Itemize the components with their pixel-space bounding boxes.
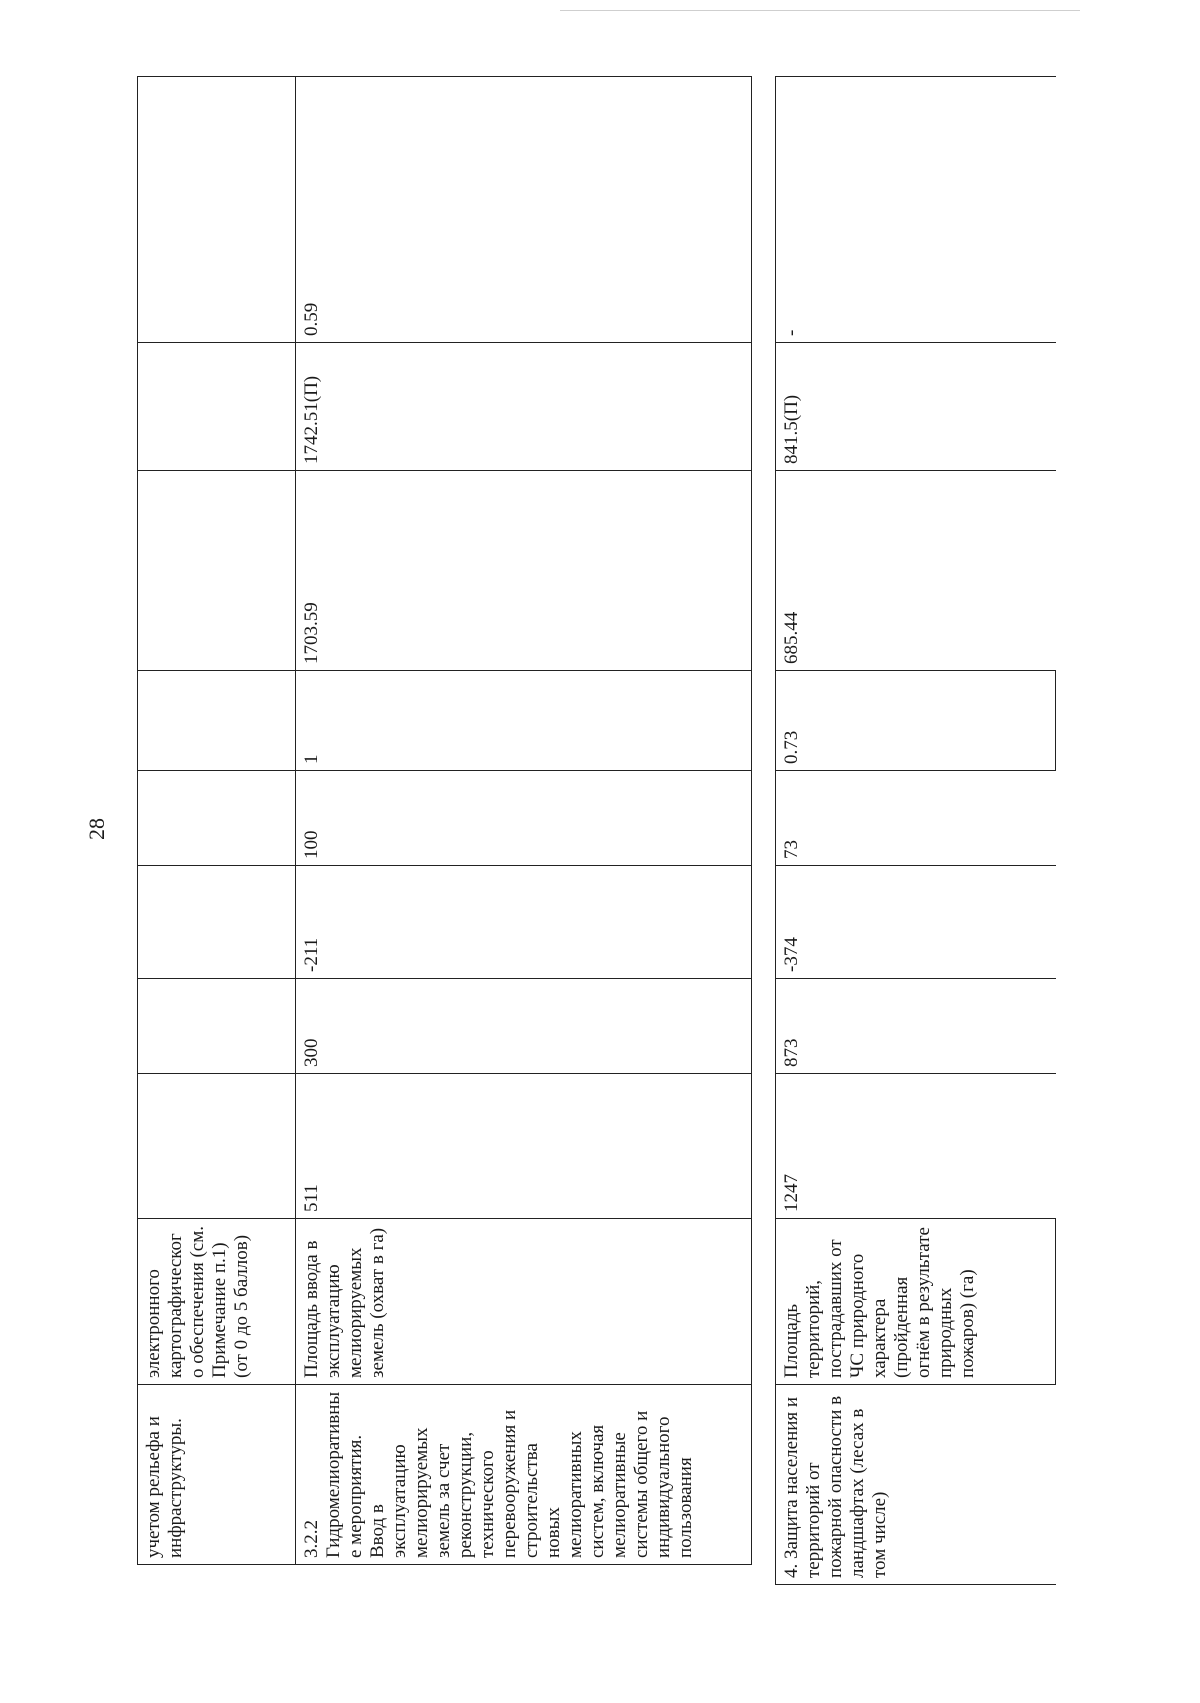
cell-value [138,866,296,979]
cell-indicator: электронного картографического обеспечения (см. Примечание п.1) (от 0 до 5 баллов) [138,1219,296,1385]
cell-value: 1 [296,671,752,771]
cell-value: 0.73 [776,671,1056,771]
cell-name: учетом рельефа и инфраструктуры. [138,1385,296,1565]
table-lower-frame [775,77,1055,1585]
scan-artifact-line [560,10,1080,11]
cell-value [138,771,296,866]
cell-value [138,671,296,771]
cell-name: 4. Защита населения и территорий от пожарной опасности в ландшафтах (лесах в том числе) [776,1385,1056,1585]
cell-value: -211 [296,866,752,979]
cell-value [138,77,296,343]
cell-indicator: Площадь ввода в эксплуатацию мелиорируемых земель (охват в га) [296,1219,752,1385]
cell-value: 841.5(П) [776,343,1056,471]
page-number: 28 [84,818,109,840]
table-upper [137,76,752,1565]
cell-indicator: Площадь территорий, пострадавших от ЧС природного характера (пройденная огнём в результате природных пожаров) (га) [776,1219,1056,1385]
cell-value [138,1074,296,1219]
table-lower [775,76,1056,1585]
cell-value: 300 [296,979,752,1074]
table-upper-frame [137,77,751,1565]
cell-value [138,471,296,671]
table-row [138,77,296,1565]
table-row [296,77,752,1565]
cell-value: 873 [776,979,1056,1074]
cell-value: 1703.59 [296,471,752,671]
cell-name: 3.2.2 Гидромелиоративные мероприятия. Ввод в эксплуатацию мелиорируемых земель за счет реконструкции, технического перевооружения и строительства новых мелиоративных систем, включая мелиоративные системы общего и индивидуального пользования [296,1385,752,1565]
cell-value: 100 [296,771,752,866]
cell-value: 685.44 [776,471,1056,671]
cell-value: 0.59 [296,77,752,343]
cell-value: 73 [776,771,1056,866]
cell-value: - [776,77,1056,343]
cell-value [138,343,296,471]
cell-value: 1742.51(П) [296,343,752,471]
cell-value: 511 [296,1074,752,1219]
cell-value [138,979,296,1074]
cell-value: 1247 [776,1074,1056,1219]
cell-value: -374 [776,866,1056,979]
table-row [776,77,1056,1585]
